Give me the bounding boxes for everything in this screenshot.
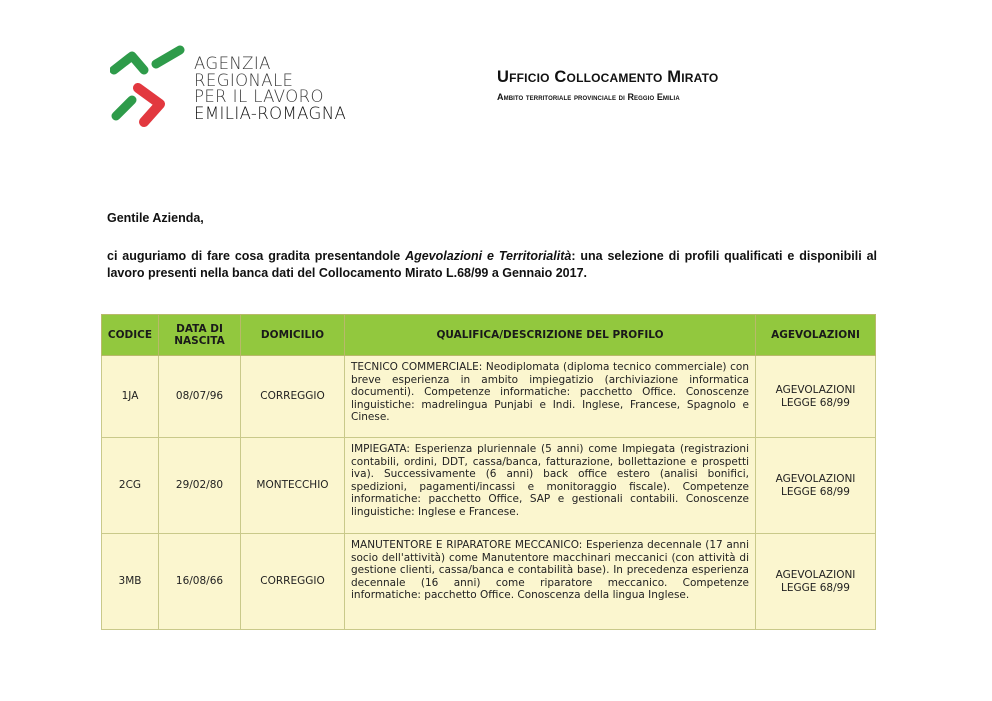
header-benefits: AGEVOLAZIONI xyxy=(756,315,876,356)
agency-logo-mark xyxy=(110,44,190,134)
header-code: CODICE xyxy=(102,315,159,356)
cell-code: 3MB xyxy=(102,534,159,630)
cell-domicile: MONTECCHIO xyxy=(241,438,345,534)
cell-profile: TECNICO COMMERCIALE: Neodiplomata (diploma tecnico commerciale) con breve esperienza in ambito impiegatizio (archiviazione informatica documenti). Competenze informatiche: pacchetto Office. Conoscenze linguistiche: madrelingua Punjabi e Indi. Inglese, Francese, Spagnolo e Cinese. xyxy=(345,356,756,438)
benefits-line-1: AGEVOLAZIONI xyxy=(775,568,856,581)
cell-code: 1JA xyxy=(102,356,159,438)
cell-benefits xyxy=(756,534,876,630)
cell-birth-date: 16/08/66 xyxy=(159,534,241,630)
cell-domicile: CORREGGIO xyxy=(241,356,345,438)
cell-birth-date: 08/07/96 xyxy=(159,356,241,438)
table-row xyxy=(102,356,876,438)
logo-line-3: PER IL LAVORO xyxy=(194,87,324,106)
header-profile: QUALIFICA/DESCRIZIONE DEL PROFILO xyxy=(345,315,756,356)
header-birth-line-2: NASCITA xyxy=(174,335,225,347)
cell-birth-date: 29/02/80 xyxy=(159,438,241,534)
benefits-line-2: LEGGE 68/99 xyxy=(781,581,850,594)
cell-benefits xyxy=(756,438,876,534)
cell-benefits xyxy=(756,356,876,438)
office-subtitle: Ambito territoriale provinciale di Reggio Emilia xyxy=(497,92,680,102)
office-heading xyxy=(497,68,718,102)
header-domicile: DOMICILIO xyxy=(241,315,345,356)
cell-domicile: CORREGGIO xyxy=(241,534,345,630)
table-row xyxy=(102,438,876,534)
cell-profile: IMPIEGATA: Esperienza pluriennale (5 anni) come Impiegata (registrazioni contabili, ordini, DDT, cassa/banca, fatturazione, bollettazione e prospetti iva). Successivamente (6 anni) back office estero (analisi bonifici, spedizioni, pagamenti/incassi e monitoraggio fiscale). Competenze informatiche: pacchetto Office, SAP e gestionali contabili. Conoscenze linguistiche: Inglese e Francese. xyxy=(345,438,756,534)
intro-text-start: ci auguriamo di fare cosa gradita presentandole xyxy=(107,249,406,263)
greeting: Gentile Azienda, xyxy=(107,211,204,225)
benefits-line-1: AGEVOLAZIONI xyxy=(775,472,856,485)
header-birth-line-1: DATA DI xyxy=(176,323,223,335)
office-title: Ufficio Collocamento Mirato xyxy=(497,68,719,86)
intro-paragraph xyxy=(107,248,877,282)
intro-emphasis: Agevolazioni e Territorialità xyxy=(405,249,572,263)
benefits-line-2: LEGGE 68/99 xyxy=(781,396,850,409)
header-birth-date xyxy=(159,315,241,356)
agency-logo xyxy=(110,44,350,134)
benefits-line-2: LEGGE 68/99 xyxy=(781,485,850,498)
table-row xyxy=(102,534,876,630)
intro-text-end: : una selezione di profili qualificati e disponibili al lavoro presenti nella banca dati del Collocamento Mirato L.68/99 a Gennaio 2017. xyxy=(107,249,877,280)
profiles-table xyxy=(101,314,876,630)
logo-line-4: EMILIA-ROMAGNA xyxy=(194,103,347,123)
cell-code: 2CG xyxy=(102,438,159,534)
agency-logo-text xyxy=(194,56,346,122)
benefits-line-1: AGEVOLAZIONI xyxy=(775,383,856,396)
table-header-row xyxy=(102,315,876,356)
cell-profile: MANUTENTORE E RIPARATORE MECCANICO: Esperienza decennale (17 anni socio dell'attività) come Manutentore macchinari meccanici (con attività di gestione clienti, cassa/banca e contabilità base). In precedenza esperienza decennale (16 anni) come riparatore meccanico. Competenze informatiche: pacchetto Office. Conoscenza della lingua Inglese. xyxy=(345,534,756,630)
logo-line-1: AGENZIA xyxy=(194,54,271,73)
logo-line-2: REGIONALE xyxy=(194,70,294,90)
